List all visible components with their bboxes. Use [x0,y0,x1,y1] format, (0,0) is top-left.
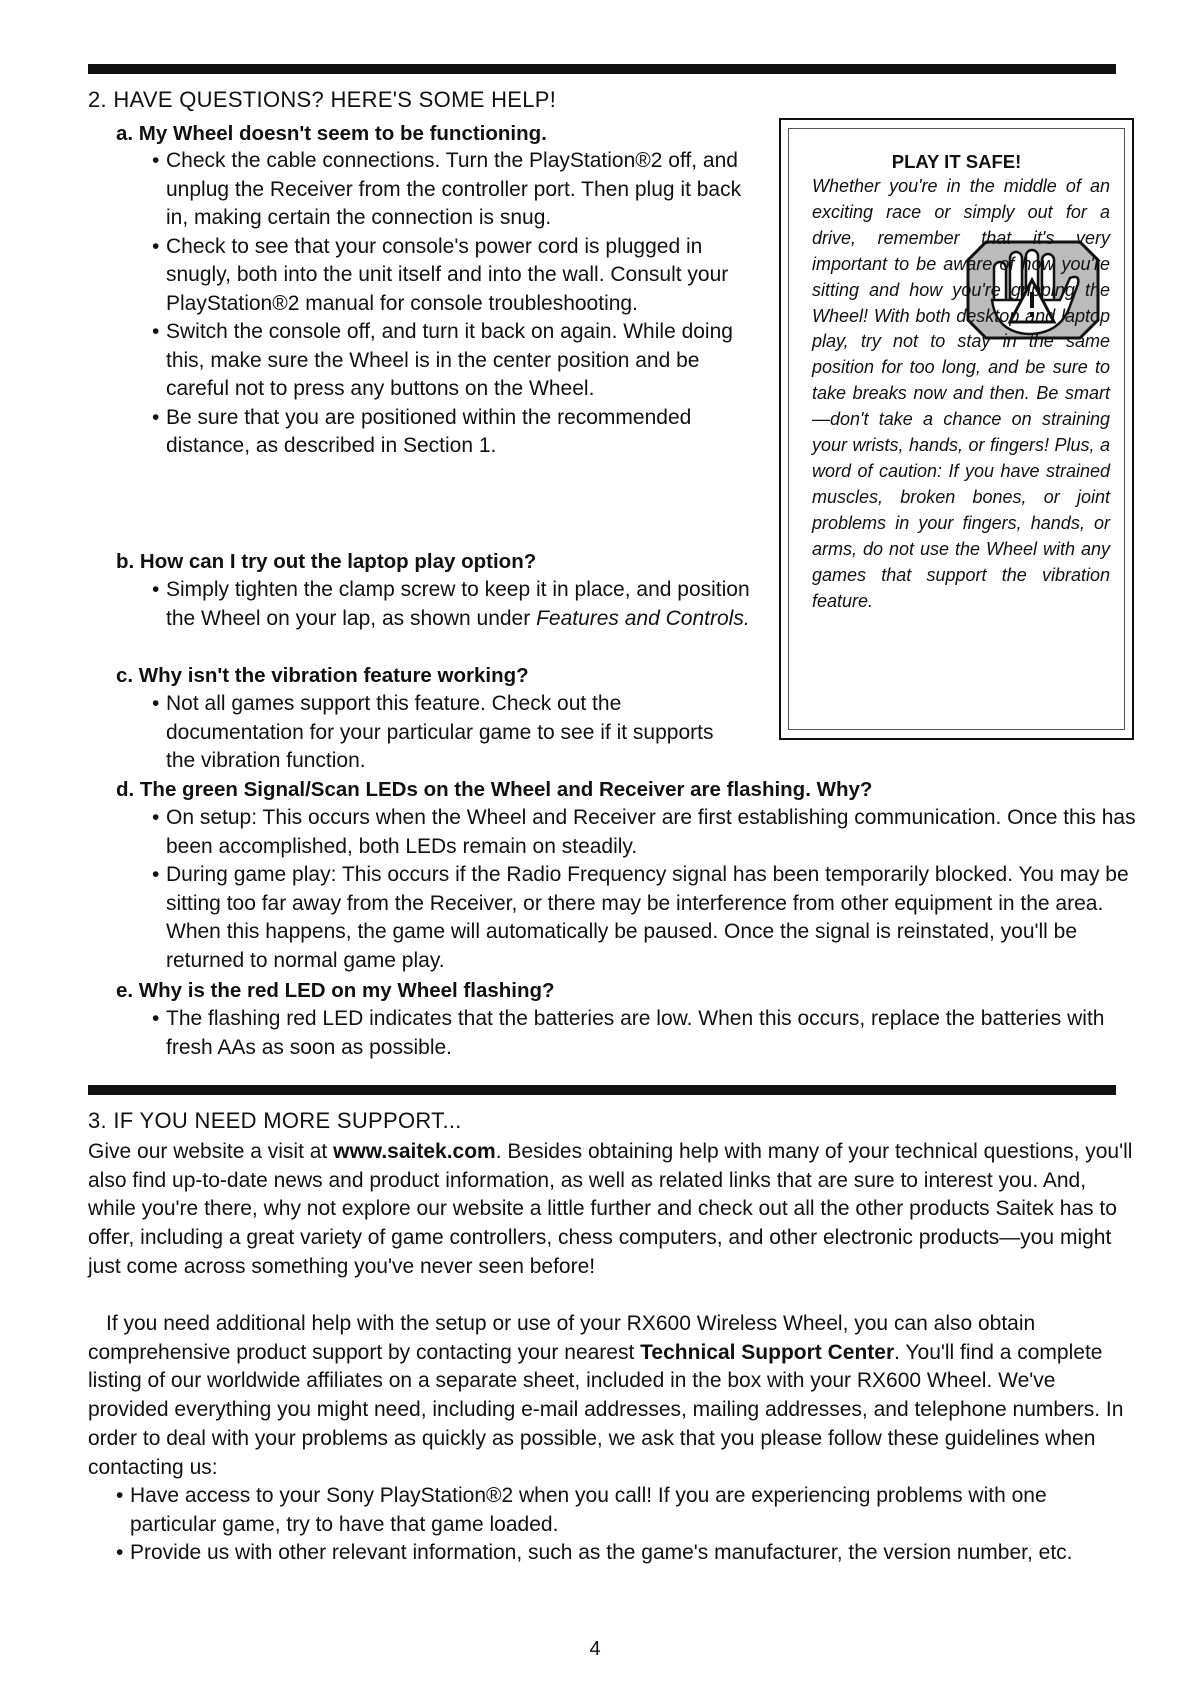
list-item: • Provide us with other relevant information, such as the game's manufacturer, the version number, etc. [116,1539,1126,1568]
question-e-list [152,1005,1137,1062]
section-3-title: 3. IF YOU NEED MORE SUPPORT... [88,1108,462,1133]
features-controls-ref: Features and Controls. [536,606,750,630]
list-item [152,576,757,633]
question-b-list [152,576,757,633]
list-item: • Not all games support this feature. Check out the documentation for your particular game to see if it supports the vibration function. [152,690,722,776]
question-a-list [152,147,757,461]
play-it-safe-text: Whether you're in the middle of an exciting race or simply out for a drive, remember that it's very important to be aware of how you're sitting and how you're gripping the Wheel! With both desktop and laptop play, try not to stay in the same position for too long, and be sure to take breaks now and then. Be smart—don't take a chance on straining your wrists, hands, or fingers! Plus, a word of caution: If you have strained muscles, broken bones, or joint problems in your fingers, hands, or arms, do not use the Wheel with any games that support the vibration feature. [812,176,1110,611]
list-item: • Switch the console off, and turn it back on again. While doing this, make sure the Wheel is in the center position and be careful not to press any buttons on the Wheel. [152,318,757,404]
page-number: 4 [589,1638,601,1660]
website-link[interactable]: www.saitek.com [333,1140,496,1163]
list-item: • Check to see that your console's power cord is plugged in snugly, both into the unit itself and into the wall. Consult your PlayStation®2 manual for console troubleshooting. [152,233,757,319]
support-paragraph-2 [88,1310,1133,1482]
section-2-title: 2. HAVE QUESTIONS? HERE'S SOME HELP! [88,87,557,112]
p2-text-after: . You'll find a complete listing of our worldwide affiliates on a separate sheet, included in the box with your RX600 Wheel. We've provided everything you might need, including e-mail addresses, mailing addresses, and telephone numbers. In order to deal with your problems as quickly as possible, we ask that you please follow these guidelines when contacting us: [88,1340,1124,1479]
question-c-heading: c. Why isn't the vibration feature working? [116,664,529,687]
question-a-heading: a. My Wheel doesn't seem to be functioning. [116,122,547,145]
list-item: • Have access to your Sony PlayStation®2 when you call! If you are experiencing problems with one particular game, try to have that game loaded. [116,1482,1126,1539]
section-2-rule [88,64,1116,74]
list-item: • Check the cable connections. Turn the PlayStation®2 off, and unplug the Receiver from the controller port. Then plug it back in, making certain the connection is snug. [152,147,757,233]
technical-support-center: Technical Support Center [640,1340,895,1364]
list-item: • During game play: This occurs if the Radio Frequency signal has been temporarily blocked. You may be sitting too far away from the Receiver, or there may be interference from other equipment in the area. When this happens, the game will automatically be paused. Once the signal is reinstated, you'll be returned to normal game play. [152,861,1137,975]
section-3-rule [88,1085,1116,1095]
list-item: • The flashing red LED indicates that the batteries are low. When this occurs, replace the batteries with fresh AAs as soon as possible. [152,1005,1137,1062]
question-d-heading: d. The green Signal/Scan LEDs on the Wheel and Receiver are flashing. Why? [116,778,873,801]
play-it-safe-title: PLAY IT SAFE! [891,151,1022,172]
list-item: • Be sure that you are positioned within the recommended distance, as described in Section 1. [152,404,757,461]
p1-text-before: Give our website a visit at [88,1140,334,1163]
question-e-heading: e. Why is the red LED on my Wheel flashing? [116,979,555,1002]
p1-text-after: . Besides obtaining help with many of your technical questions, you'll also find up-to-date news and product information, as well as related links that are sure to interest you. And, while you're there, why not explore our website a little further and check out all the other products Saitek has to offer, including a great variety of game controllers, chess computers, and other electronic products—you might just come across something you've never seen before! [88,1140,1133,1278]
support-paragraph-1 [88,1138,1133,1282]
question-c-list [152,690,722,776]
question-d-list [152,804,1137,975]
question-b-heading: b. How can I try out the laptop play option? [116,550,537,573]
bullet-text: Simply tighten the clamp screw to keep it in place, and position the Wheel on your lap, as shown under [166,578,750,630]
support-guidelines-list [116,1482,1126,1568]
list-item: • On setup: This occurs when the Wheel and Receiver are first establishing communication. Once this has been accomplished, both LEDs remain on steadily. [152,804,1137,861]
p2-text-before: If you need additional help with the setup or use of your RX600 Wireless Wheel, you can also obtain comprehensive product support by contacting your nearest [88,1312,1036,1364]
